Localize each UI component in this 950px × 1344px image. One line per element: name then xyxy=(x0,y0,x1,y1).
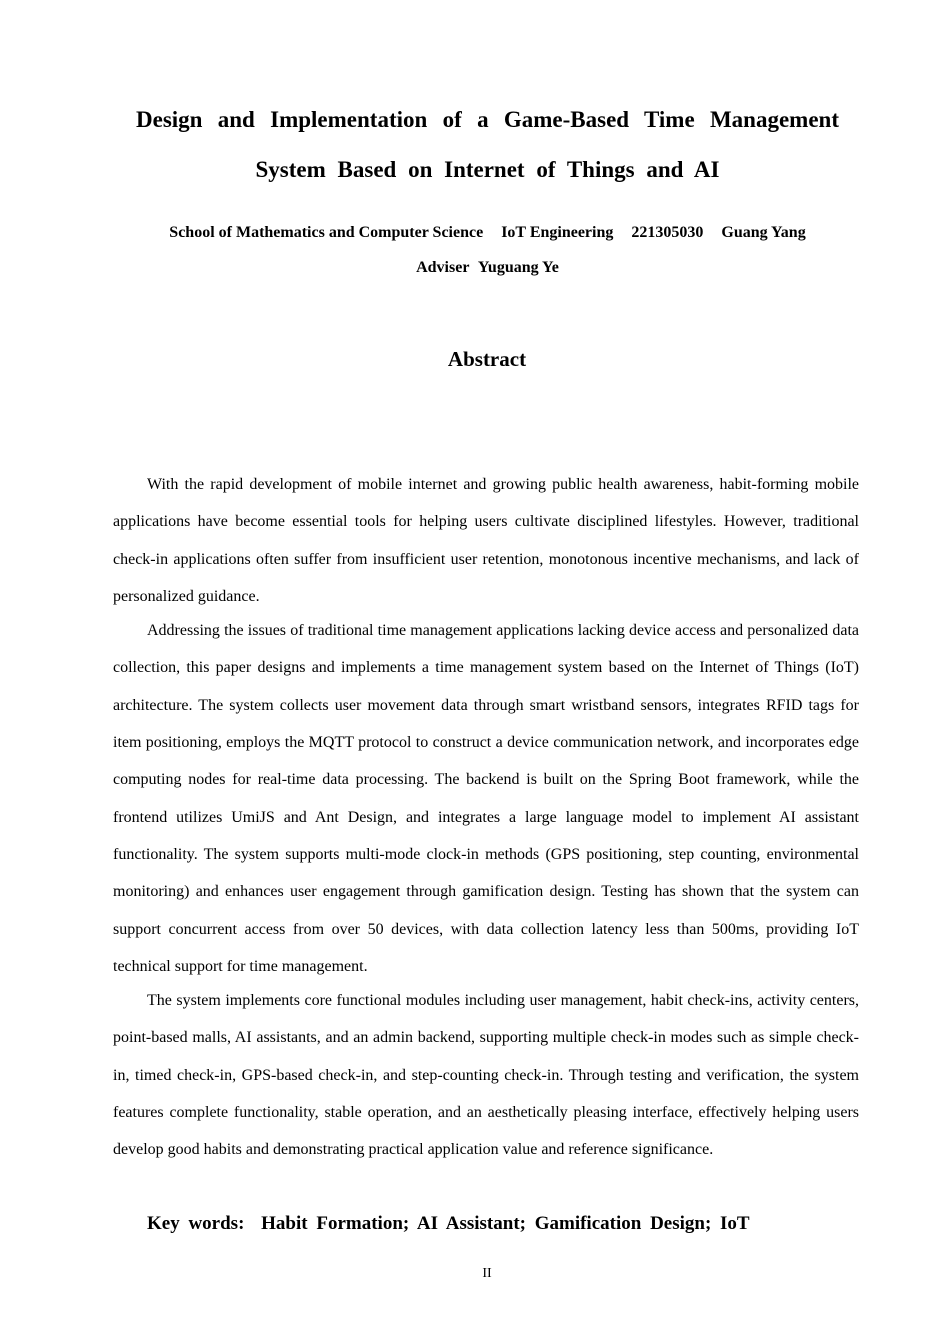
abstract-paragraph-3: The system implements core functional modules including user management, habit check-ins, activity centers, point-based malls, AI assistants, and an admin backend, supporting multiple check-in modes such as simple check-in, timed check-in, GPS-based check-in, and step-counting check-in. Through testing and verification, the system features complete functionality, stable operation, and an aesthetically pleasing interface, effectively helping users develop good habits and demonstrating practical application value and reference significance. xyxy=(113,992,859,1159)
author-line xyxy=(100,215,875,250)
abstract-paragraph-2: Addressing the issues of traditional time management applications lacking device access and personalized data collection, this paper designs and implements a time management system based on the Internet of Things (IoT) architecture. The system collects user movement data through smart wristband sensors, integrates RFID tags for item positioning, employs the MQTT protocol to construct a device communication network, and incorporates edge computing nodes for real-time data processing. The backend is built on the Spring Boot framework, while the frontend utilizes UmiJS and Ant Design, and integrates a large language model to implement AI assistant functionality. The system supports multi-mode clock-in methods (GPS positioning, step counting, environmental monitoring) and enhances user engagement through gamification design. Testing has shown that the system can support concurrent access from over 50 devices, with data collection latency less than 500ms, providing IoT technical support for time management. xyxy=(113,622,859,975)
adviser-label: Adviser xyxy=(416,259,470,276)
page-number: II xyxy=(482,1266,492,1281)
keywords-text: Habit Formation; AI Assistant; Gamification Design; IoT xyxy=(261,1213,750,1234)
abstract-body xyxy=(113,466,859,1166)
paper-title xyxy=(100,95,875,195)
abstract-heading: Abstract xyxy=(447,347,527,371)
title-line-2: System Based on Internet of Things and AI xyxy=(255,157,720,182)
keywords xyxy=(147,1207,867,1241)
major-name: IoT Engineering xyxy=(501,224,614,241)
abstract-paragraph-1: With the rapid development of mobile internet and growing public health awareness, habit-forming mobile applications have become essential tools for helping users cultivate disciplined lifestyles. However, traditional check-in applications often suffer from insufficient user retention, monotonous incentive mechanisms, and lack of personalized guidance. xyxy=(113,476,859,605)
school-name: School of Mathematics and Computer Science xyxy=(169,224,484,241)
title-line-1: Design and Implementation of a Game-Based Time Management xyxy=(136,107,839,132)
author-name: Guang Yang xyxy=(721,224,806,241)
adviser-line xyxy=(100,250,875,285)
keywords-label: Key words: xyxy=(147,1213,245,1234)
adviser-name: Yuguang Ye xyxy=(477,259,559,276)
student-id: 221305030 xyxy=(631,224,704,241)
author-info xyxy=(100,215,875,285)
